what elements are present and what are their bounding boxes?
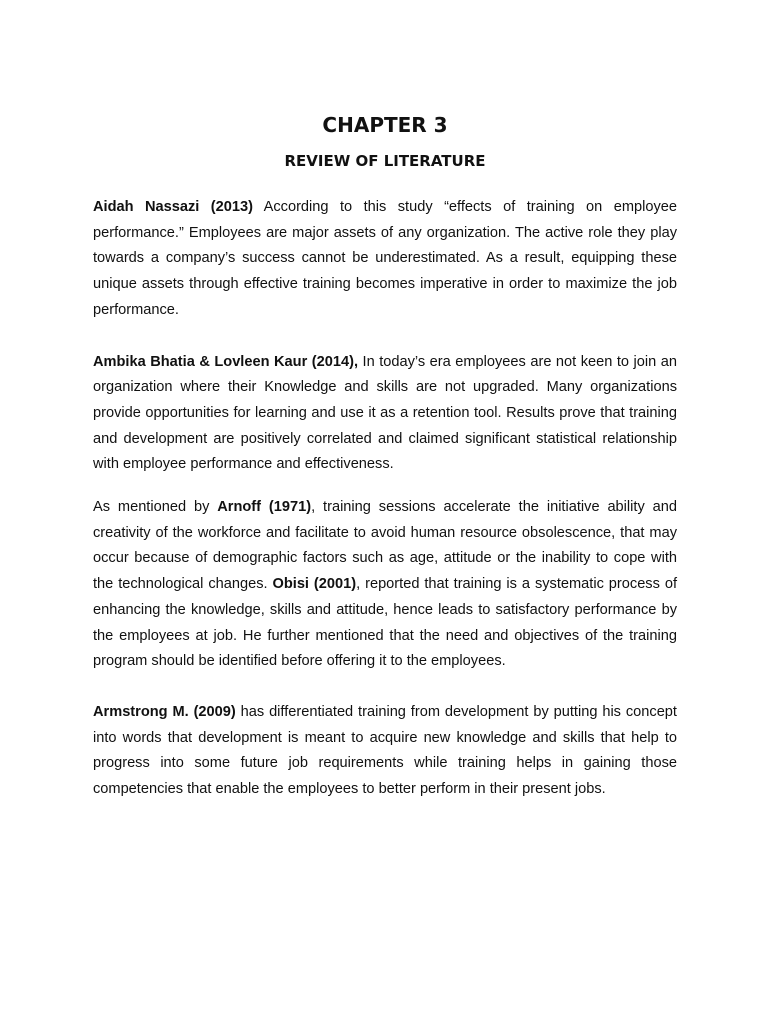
document-page [93, 110, 677, 803]
paragraph-text: In today’s era employees are not keen to join an organization where their Knowledge and skills are not upgraded. Many organizations provide opportunities for learning and use it as a retention tool. Results prove that training and development are positively correlated and claimed significant statistical relationship with employee performance and effectiveness. [93, 353, 677, 473]
citation-author: Arnoff (1971) [217, 499, 312, 516]
paragraph-nassazi [93, 195, 677, 324]
citation-author: Obisi (2001) [272, 576, 357, 593]
paragraph-text: According to this study “effects of training on employee performance.” Employees are major assets of any organization. The active role they play towards a company’s success cannot be underestimated. As a result, equipping these unique assets through effective training becomes imperative in order to maximize the job performance. [93, 199, 677, 318]
citation-author: Aidah Nassazi (2013) [93, 199, 253, 215]
paragraph-arnoff-obisi [93, 495, 677, 675]
paragraph-text: has differentiated training from development by putting his concept into words that development is meant to acquire new knowledge and skills that help to progress into some future job requirements while training helps in gaining those competencies that enable the employees to better perform in their present jobs. [93, 703, 677, 798]
paragraph-text: , training sessions accelerate the initiative ability and creativity of the workforce and facilitate to avoid human resource obsolescence, that may occur because of demographic factors such as age, attitude or the inability to cope with the technological changes. [93, 499, 677, 593]
paragraph-bhatia-kaur [93, 350, 677, 479]
chapter-heading: CHAPTER 3 [322, 113, 448, 137]
citation-author: Ambika Bhatia & Lovleen Kaur (2014), [93, 353, 359, 370]
paragraph-armstrong [93, 700, 677, 803]
citation-author: Armstrong M. (2009) [93, 703, 236, 720]
paragraph-text: , reported that training is a systematic process of enhancing the knowledge, skills and attitude, hence leads to satisfactory performance by the employees at job. He further mentioned that the need and objectives of the training program should be identified before offering it to the employees. [93, 576, 677, 670]
section-heading: REVIEW OF LITERATURE [284, 152, 486, 170]
paragraph-text: As mentioned by [93, 499, 218, 516]
